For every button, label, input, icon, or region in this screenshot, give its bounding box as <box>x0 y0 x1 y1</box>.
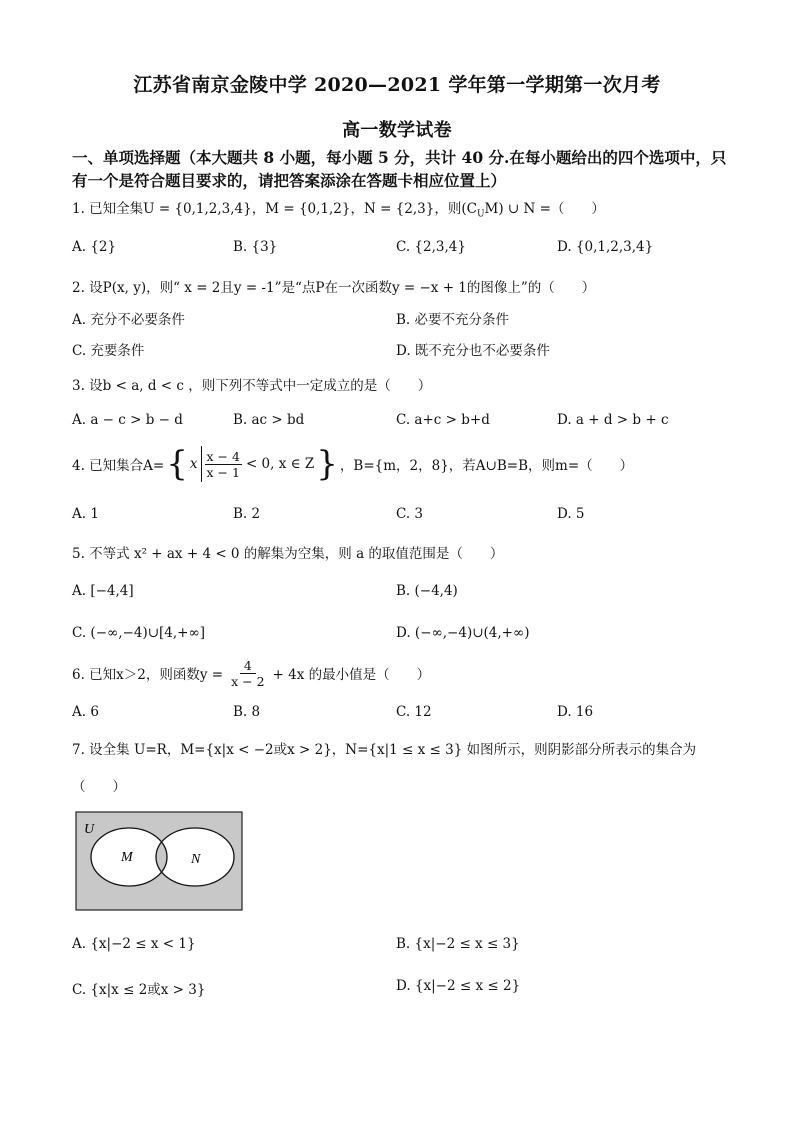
question-1-option-a: A. {2} <box>72 239 117 255</box>
venn-label-n: N <box>191 852 201 867</box>
question-4-fraction: x − 4 x − 1 <box>206 448 240 480</box>
question-7-option-c: C. {x|x ≤ 2或x > 3} <box>72 982 206 998</box>
question-7-stem: 7. 设全集 U=R，M={x|x < −2或x > 2}，N={x|1 ≤ x ≤ 3} 如图所示，则阴影部分所表示的集合为 <box>72 742 697 758</box>
question-4-stem: 4. 已知集合A= { x x − 4 x − 1 < 0, x ∈ Z } ，B={m，2，8}，若A∪B=B，则m=（ ） <box>72 444 634 484</box>
question-7-option-a: A. {x|−2 ≤ x < 1} <box>72 936 196 952</box>
question-2-option-d: D. 既不充分也不必要条件 <box>396 343 550 359</box>
question-6-option-a: A. 6 <box>72 704 99 720</box>
question-6-stem: 6. 已知x＞2，则函数y = $\frac{4}{x - 2}$ + 4x 的最小值是（ ） <box>72 657 431 689</box>
question-5-stem: 5. 不等式 x² + ax + 4 < 0 的解集为空集，则 a 的取值范围是（ ） <box>72 546 504 562</box>
section-heading-line1: 一、单项选择题（本大题共 8 小题，每小题 5 分，共计 40 分.在每小题给出的四个选项中，只 <box>72 148 727 167</box>
question-1-stem: 1. 已知全集U = {0,1,2,3,4}，M = {0,1,2}，N = {2,3}，则$(C_UM)$ ∪ N =（ ） <box>72 201 605 220</box>
question-4-option-a: A. 1 <box>72 506 99 522</box>
question-6-option-d: D. 16 <box>557 704 594 720</box>
question-7-stem-cont: （ ） <box>72 779 126 795</box>
question-4-option-b: B. 2 <box>233 506 261 522</box>
question-3-option-c: C. a+c > b+d <box>396 412 490 428</box>
question-2-stem: 2. 设P(x, y)，则“ x = 2且y = -1”是“点P在一次函数y = −x + 1的图像上”的（ ） <box>72 280 596 296</box>
question-5-option-d: D. (−∞,−4)∪(4,+∞) <box>396 625 530 641</box>
question-7-option-d: D. {x|−2 ≤ x ≤ 2} <box>396 978 521 994</box>
question-6-fraction: $\frac{4}{x - 2}$ <box>231 657 265 689</box>
question-1-option-d: D. {0,1,2,3,4} <box>557 239 654 255</box>
venn-diagram <box>75 811 243 911</box>
section-heading <box>72 146 732 192</box>
question-3-option-a: A. a − c > b − d <box>72 412 183 428</box>
question-3-option-b: B. ac > bd <box>233 412 305 428</box>
exam-title: 江苏省南京金陵中学 2020—2021 学年第一学期第一次月考 <box>133 74 661 96</box>
question-4-option-d: D. 5 <box>557 506 585 522</box>
question-2-option-a: A. 充分不必要条件 <box>72 312 185 328</box>
section-heading-line2: 有一个是符合题目要求的，请把答案添涂在答题卡相应位置上） <box>72 171 507 190</box>
exam-subtitle: 高一数学试卷 <box>342 120 452 141</box>
question-5-option-c: C. (−∞,−4)∪[4,+∞] <box>72 625 205 641</box>
question-5-option-a: A. [−4,4] <box>72 583 134 599</box>
question-6-option-b: B. 8 <box>233 704 261 720</box>
question-5-option-b: B. (−4,4) <box>396 583 458 599</box>
venn-label-m: M <box>121 850 133 865</box>
question-1-option-c: C. {2,3,4} <box>396 239 466 255</box>
question-3-stem: 3. 设b < a, d < c ，则下列不等式中一定成立的是（ ） <box>72 378 432 394</box>
question-1-option-b: B. {3} <box>233 239 278 255</box>
venn-label-u: U <box>84 822 95 837</box>
question-4-option-c: C. 3 <box>396 506 424 522</box>
question-2-option-b: B. 必要不充分条件 <box>396 312 510 328</box>
question-6-option-c: C. 12 <box>396 704 432 720</box>
question-3-option-d: D. a + d > b + c <box>557 412 669 428</box>
question-7-option-b: B. {x|−2 ≤ x ≤ 3} <box>396 936 520 952</box>
question-2-option-c: C. 充要条件 <box>72 343 145 359</box>
